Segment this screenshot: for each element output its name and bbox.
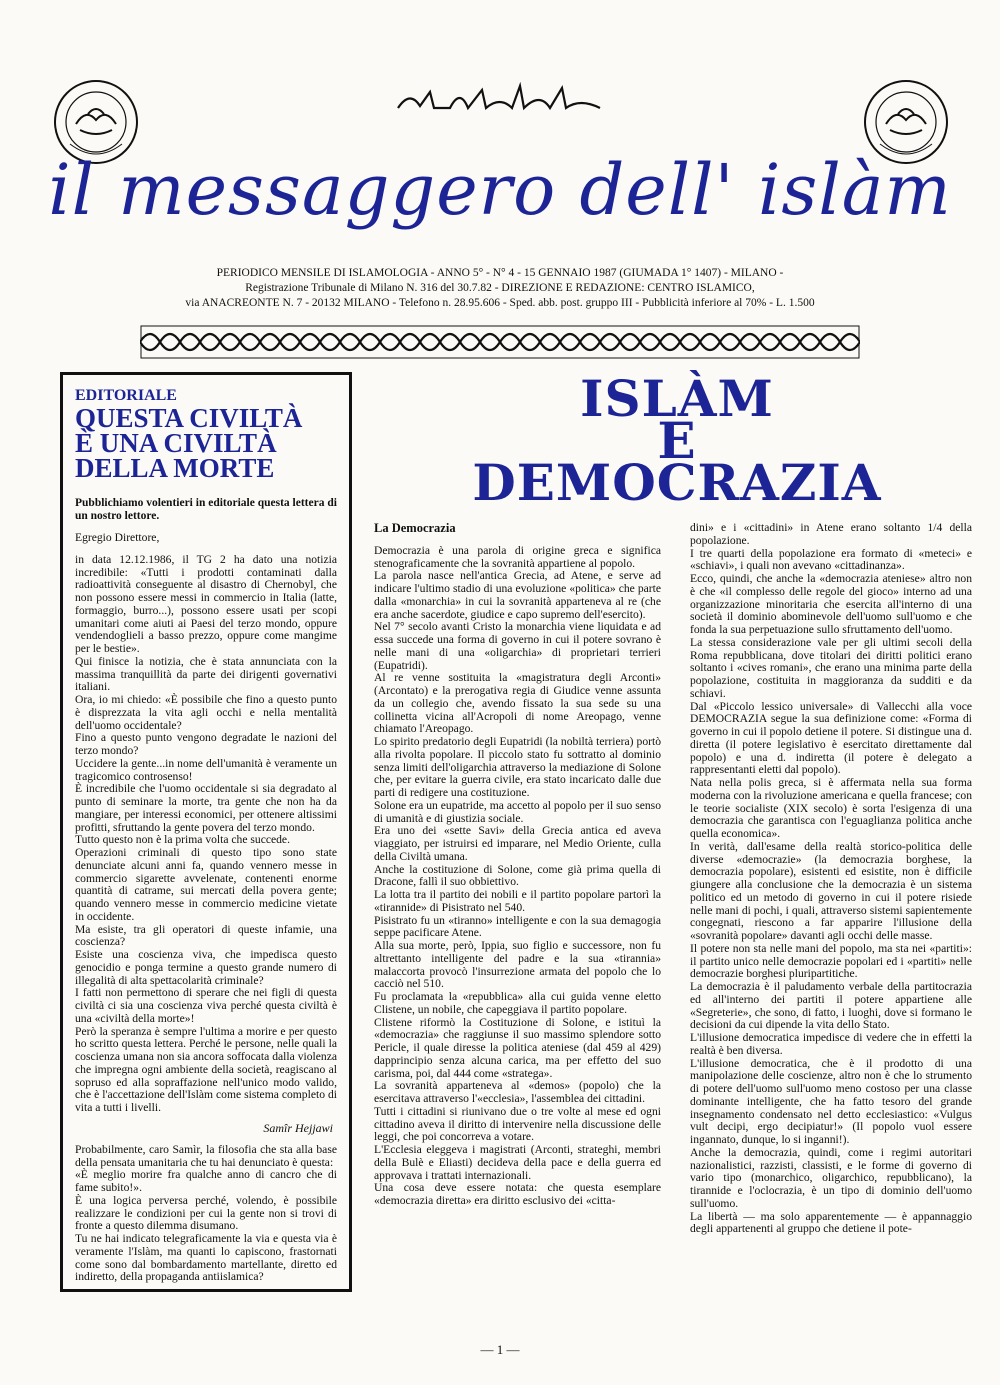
editorial-letter — [75, 532, 337, 1115]
article-paragraph: L'illusione democratica impedisce di vedere che in effetti la realtà è ben diversa. — [690, 1031, 972, 1057]
editorial-title — [75, 403, 337, 483]
article-paragraph: Anche la democrazia, quindi, come i regimi autoritari nazionalistici, razzisti, classisti, e le forme di governo di vario tipo (monarchico, oligarchico, repubblicano), la tirannide e l'oclocrazia, è un tipo di dominio dell'uomo sull'uomo. — [690, 1145, 972, 1210]
editorial-title-line: È UNA CIVILTÀ — [75, 428, 277, 458]
article-paragraph: Solone era un eupatride, ma accetto al popolo per il suo senso di umanità e di giustizia sociale. — [374, 798, 661, 825]
ornamental-divider — [140, 322, 860, 362]
letter-paragraph: Egregio Direttore, — [75, 531, 160, 544]
editorial-box — [60, 372, 352, 1292]
editorial-title-line: DELLA MORTE — [75, 453, 275, 483]
reply-paragraph: Probabilmente, caro Samìr, la filosofia che sta alla base della pensata umanitaria che tu hai denunciato è questa: — [75, 1142, 337, 1169]
letter-paragraph: in data 12.12.1986, il TG 2 ha dato una notizia incredibile: «Tutti i prodotti contaminati dalla radioattività conseguente al disastro di Chernobyl, che non possono essere messi in commercio in Italia (latte, formaggio, burro...), possono essere usati per scopi umanitari come aiuti ai Paesi del terzo mondo, oppure vendendoglieli a basso prezzo, oppure come mangime per le bestie». — [75, 552, 337, 655]
editorial-signature: Samîr Hejjawi — [263, 1120, 333, 1135]
article-paragraph: Fu proclamata la «repubblica» alla cui guida venne eletto Clistene, un nobile, che capeggiava il partito popolare. — [374, 990, 661, 1016]
article-paragraph: Il potere non sta nelle mani del popolo, ma sta nei «partiti»: il partito unico nelle democrazie popolari ed i «partiti» nelle democrazie borghesi pluripartitiche. — [690, 941, 972, 981]
article-paragraph: Lo spirito predatorio degli Eupatridi (la nobiltà terriera) portò alla rivolta popolare. Il piccolo stato fu sottratto al dominio senza limiti dell'oligarchia attraverso la mediazione di Solone che, per evitare la guerra civile, era stato incaricato dalle due parti di redigere una costituzione. — [374, 735, 661, 799]
letter-paragraph: Ora, io mi chiedo: «È possibile che fino a questo punto è disprezzata la vita agli occhi e nella mentalità dell'uomo occidentale? — [75, 693, 337, 732]
article-subheading: La Democrazia — [374, 521, 456, 535]
page-number: — 1 — — [480, 1342, 520, 1357]
letter-paragraph: Però la speranza è sempre l'ultima a morire e per questo ho scritto questa lettera. Perché le persone, nelle quali la coscienza umana non sia ancora soffocata dalla violenza che impregna ogni ambiente della società, reagiscano al sopruso ed alla sopraffazione nell'unico modo valido, che è l'accettazione dell'Islàm come sistema completo di vita a tutti i livelli. — [75, 1024, 337, 1114]
article-paragraph: La lotta tra il partito dei nobili e il partito popolare partorì la «tirannide» di Pisistrato nel 540. — [374, 888, 661, 914]
publication-info — [150, 266, 850, 311]
letter-paragraph: Ma esiste, tra gli operatori di queste infamie, una coscienza? — [75, 922, 337, 949]
article-paragraph: Ecco, quindi, che anche la «democrazia ateniese» altro non è che «il complesso delle regole del gioco» interno ad una organizzazione minoritaria che esercita all'interno di una società il dominio abominevole dell'uomo sull'uomo e che fonda la sua perpetuazione sullo sfruttamento dell'uomo. — [690, 572, 972, 636]
editorial-reply — [75, 1144, 337, 1284]
article-paragraph: Dal «Piccolo lessico universale» di Vallecchi alla voce DEMOCRAZIA segue la sua definizione come: «Forma di governo in cui il popolo detiene il potere. Si distingue una d. diretta (il potere legislativo è esercitato direttamente dal popolo) e una d. indiretta (il potere è delegato a rappresentanti eletti dal popolo). — [690, 699, 972, 777]
headline-line: ISLÀM — [580, 369, 774, 428]
letter-paragraph: Qui finisce la notizia, che è stata annunciata con la massima tranquillità da parte dei dirigenti governativi italiani. — [75, 654, 337, 694]
letter-paragraph: È incredibile che l'uomo occidentale si sia degradato al punto di seminare la morte, tra gente che non ha da mangiare, per interessi economici, per ottenere altissimi profitti, sfruttando la gente povera del terzo mondo. — [75, 782, 337, 834]
headline-line: DEMOCRAZIA — [472, 453, 882, 512]
article-paragraph: Nata nella polis greca, si è affermata nella sua forma moderna con la rivoluzione americana e quella francese; con le teorie socialiste (XIX secolo) è sorta l'esigenza di una democrazia che garantisca con l'eguaglianza politica anche quella economica». — [690, 776, 972, 840]
headline-line: E — [657, 411, 697, 470]
pub-info-line: PERIODICO MENSILE DI ISLAMOLOGIA - ANNO 5° - N° 4 - 15 GENNAIO 1987 (GIUMADA 1° 1407) - MILANO - — [216, 267, 784, 279]
article-paragraph: La sovranità apparteneva al «demos» (popolo) che la esercitava attraverso l'«ecclesia», l'assemblea dei cittadini. — [374, 1079, 661, 1105]
letter-paragraph: Esiste una coscienza viva, che impedisca questo genocidio e ponga termine a questo grande numero di illegalità di alta spettacolarità criminale? — [75, 948, 337, 987]
article-column-1 — [374, 522, 661, 1208]
pub-info-line: via ANACREONTE N. 7 - 20132 MILANO - Telefono n. 28.95.606 - Sped. abb. post. gruppo III - Pubblicità inferiore al 70% - L. 1.500 — [185, 297, 815, 309]
article-paragraph: Clistene riformò la Costituzione di Solone, e istituì la «democrazia» che raggiunse il suo massimo splendore sotto Pericle, il quale diresse la politica ateniese (dal 459 al 429) dapprincipio senza alcuna carica, ma per effetto del suo carisma, poi, dal 444 come «stratega». — [374, 1015, 661, 1080]
letter-paragraph: Fino a questo punto vengono degradate le nazioni del terzo mondo? — [75, 731, 337, 757]
article-paragraph: Una cosa deve essere notata: che questa esemplare «democrazia diretta» era diritto esclusivo dei «citta- — [374, 1181, 661, 1207]
reply-paragraph: È una logica perversa perché, volendo, è possibile realizzare le condizioni per cui la gente non si trovi di fronte a questo dilemma disumano. — [75, 1193, 337, 1233]
article-paragraph: In verità, dall'esame della realtà storico-politica delle diverse «democrazie» (la democrazia borghese, la democrazia popolare), esistenti ed esistite, non è difficile giungere alla conclusione che la democrazia è un sistema politico ed un metodo di governo in cui il potere risiede nelle mani di pochi, i quali, attraverso sistemi sapientemente congegnati, riescono a far apparire l'illusione della «sovranità popolare» davanti agli occhi delle masse. — [690, 839, 972, 942]
editorial-title-line: QUESTA CIVILTÀ — [75, 403, 303, 433]
reply-paragraph: «È meglio morire fra qualche anno di cancro che di fame subito!». — [75, 1168, 337, 1194]
letter-paragraph: I fatti non permettono di sperare che nei figli di questa civiltà ci sia una coscienza viva perché questa civiltà è una «civiltà della morte»! — [75, 986, 337, 1025]
letter-paragraph: Operazioni criminali di questo tipo sono state denunciate alcuni anni fa, quando vennero messe in commercio sigarette avvelenate, contenenti enorme quantità di catrame, sui mercati della povera gente; quando vennero messe in commercio medicine vietate in occidente. — [75, 846, 337, 923]
bismillah-calligraphy — [390, 78, 610, 122]
article-column-2 — [690, 522, 972, 1236]
editorial-intro: Pubblichiamo volentieri in editoriale questa lettera di un nostro lettore. — [75, 497, 337, 522]
article-paragraph: La libertà — ma solo apparentemente — è appannaggio degli appartenenti al gruppo che detiene il pote- — [690, 1209, 972, 1236]
article-paragraph: Tutti i cittadini si riunivano due o tre volte al mese ed ogni cittadino aveva il diritto di intervenire nella discussione delle leggi, che poi concorreva a votare. — [374, 1104, 661, 1144]
article-paragraph: Era uno dei «sette Savi» della Grecia antica ed aveva viaggiato, per istruirsi ed imparare, nel Medio Oriente, culla della Civiltà umana. — [374, 824, 661, 863]
editorial-kicker: EDITORIALE — [75, 387, 177, 404]
reply-paragraph: Tu ne hai indicato telegraficamente la via e questa via è veramente l'Islàm, ma quanti lo capiscono, frastornati come sono dal bombardamento martellante, diretto ed indiretto, della propaganda antiislamica? — [75, 1232, 337, 1284]
article-paragraph: L'Ecclesia eleggeva i magistrati (Arconti, strateghi, membri della Bulè e Eliasti) decideva della pace e della guerra ed approvava i trattati internazionali. — [374, 1143, 661, 1182]
letter-paragraph: Uccidere la gente...in nome dell'umanità è veramente un tragicomico controsenso! — [75, 756, 337, 783]
article-paragraph: Anche la costituzione di Solone, come già prima quella di Dracone, fallì il suo obbiettivo. — [374, 862, 661, 889]
article-paragraph: La democrazia è il paludamento verbale della partitocrazia ed all'interno dei partiti il potere appartiene alle «Segreterie», che sono, di fatto, i luoghi, dove si formano le decisioni da cui dipende la vita dello Stato. — [690, 980, 972, 1032]
article-paragraph: Democrazia è una parola di origine greca e significa stenograficamente che la sovranità appartiene al popolo. — [374, 543, 661, 570]
article-paragraph: La parola nasce nell'antica Grecia, ad Atene, e serve ad indicare l'ultimo stadio di una evoluzione «politica» che parte dalla «monarchia» in cui la sovranità apparteneva al re (che era anche sacerdote, giudice e capo supremo dell'esercito). — [374, 569, 661, 621]
article-paragraph: Nel 7° secolo avanti Cristo la monarchia viene liquidata e ad essa succede una forma di governo in cui il potere sovrano è nelle mani di una «oligarchia» di proprietari terrieri (Eupatridi). — [374, 620, 661, 672]
article-paragraph: La stessa considerazione vale per gli ultimi secoli della Roma repubblicana, dove titolari dei diritti politici erano soltanto i «cives romani», che erano una minima parte della popolazione, costituita in maggioranza da sudditi e da schiavi. — [690, 635, 972, 700]
masthead-title: il messaggero dell' islàm — [48, 149, 952, 231]
article-headline — [412, 369, 942, 512]
letter-paragraph: Tutto questo non è la prima volta che succede. — [75, 833, 290, 847]
article-paragraph: Pisistrato fu un «tiranno» intelligente e con la sua demagogia seppe pacificare Atene. — [374, 913, 661, 940]
pub-info-line: Registrazione Tribunale di Milano N. 316 del 30.7.82 - DIREZIONE E REDAZIONE: CENTRO ISLAMICO, — [245, 282, 755, 294]
article-paragraph: Al re venne sostituita la «magistratura degli Arconti» (Arcontato) e la prerogativa regia di Giudice venne assunta da un collegio che, avendo fissato la sua sede su una collinetta vicina all'Acropoli di nome Areopago, venne chiamato l'Areopago. — [374, 671, 661, 736]
article-paragraph: dini» e i «cittadini» in Atene erano soltanto 1/4 della popolazione. — [690, 521, 972, 547]
article-paragraph: I tre quarti della popolazione era formato di «meteci» e «schiavi», i quali non avevano «cittadinanza». — [690, 546, 972, 573]
article-paragraph: L'illusione democratica, che è il prodotto di una manipolazione delle coscienze, altro non è che lo strumento di potere dell'uomo sull'uomo meno costoso per una classe dominante intelligente, che ha fatto tesoro del grande insegnamento condensato nel detto ecclesiastico: «Vulgus vult decipi, ergo decipiatur!» (Il popolo vuol essere ingannato, dunque, lo si inganni!). — [690, 1056, 972, 1146]
article-paragraph: Alla sua morte, però, Ippia, suo figlio e successore, non fu altrettanto intelligente del padre e la sua «tirannia» malaccorta provocò l'insurrezione armata del popolo che lo cacciò nel 510. — [374, 939, 661, 991]
